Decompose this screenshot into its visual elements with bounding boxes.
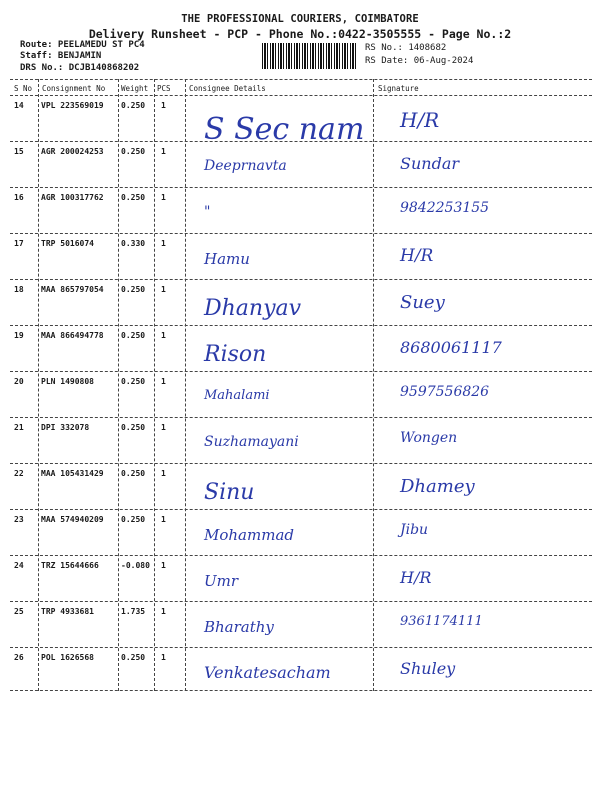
header-bottom-border [10,95,592,96]
row-weight: 0.250 [121,515,146,524]
staff-label: Staff: BENJAMIN [20,51,102,61]
consignee-handwriting: Mahalami [204,388,270,404]
row-pcs: 1 [161,423,166,432]
row-pcs: 1 [161,147,166,156]
signature-handwriting: Dhamey [400,475,475,497]
row-sno: 19 [14,331,24,340]
header-sno: S No [14,84,33,93]
row-weight: 0.250 [121,653,146,662]
row-weight: 0.250 [121,147,146,156]
row-consignment: MAA 865797054 [41,285,104,294]
signature-handwriting: Wongen [400,429,458,446]
row-weight: 0.250 [121,423,146,432]
row-consignment: AGR 200024253 [41,147,104,156]
row-consignment: PLN 1490808 [41,377,94,386]
row-sno: 21 [14,423,24,432]
row-consignment: VPL 223569019 [41,101,104,110]
row-pcs: 1 [161,469,166,478]
consignee-handwriting: " [204,204,211,221]
row-sno: 25 [14,607,24,616]
row-consignment: MAA 866494778 [41,331,104,340]
header-pcs: PCS [157,84,171,93]
row-sno: 18 [14,285,24,294]
row-sno: 22 [14,469,24,478]
signature-handwriting: 9361174111 [400,613,483,629]
row-pcs: 1 [161,239,166,248]
row-sno: 14 [14,101,24,110]
header-consignee: Consignee Details [189,84,266,93]
consignee-handwriting: Suzhamayani [204,434,299,451]
row-sno: 20 [14,377,24,386]
consignee-handwriting: Hamu [204,250,250,269]
row-sno: 26 [14,653,24,662]
row-consignment: TRP 5016074 [41,239,94,248]
signature-handwriting: Suey [400,291,445,313]
col-divider [154,79,155,691]
row-consignment: POL 1626568 [41,653,94,662]
row-weight: 0.250 [121,377,146,386]
row-pcs: 1 [161,331,166,340]
drs-number: DRS No.: DCJB140868202 [20,63,140,73]
consignee-handwriting: Venkatesacham [204,663,331,683]
consignee-handwriting: Deeprnavta [204,158,287,175]
row-sno: 15 [14,147,24,156]
consignee-handwriting: Umr [204,572,239,591]
row-weight: -0.080 [121,561,150,570]
table-row-divider [10,463,592,464]
consignee-handwriting: Bharathy [204,618,274,637]
consignee-handwriting: Dhanyav [204,296,302,322]
row-consignment: DPI 332078 [41,423,90,432]
row-weight: 0.330 [121,239,146,248]
header-consignment: Consignment No [42,84,106,93]
row-pcs: 1 [161,377,166,386]
signature-handwriting: 9842253155 [400,199,490,216]
row-consignment: TRP 4933681 [41,607,94,616]
row-pcs: 1 [161,101,166,110]
consignee-handwriting: Mohammad [204,526,294,545]
consignee-handwriting: S Sec nam [204,112,365,148]
row-weight: 1.735 [121,607,146,616]
table-row-divider [10,325,592,326]
row-consignment: AGR 100317762 [41,193,104,202]
table-row-divider [10,187,592,188]
col-divider [373,79,374,691]
col-divider [185,79,186,691]
row-consignment: TRZ 15644666 [41,561,99,570]
runsheet-subtitle: Delivery Runsheet - PCP - Phone No.:0422-3505555 - Page No.:2 [88,27,512,41]
table-row-divider [10,690,592,691]
barcode [262,43,358,69]
row-weight: 0.250 [121,193,146,202]
header-weight: Weight [121,84,149,93]
table-row-divider [10,601,592,602]
signature-handwriting: H/R [400,567,432,587]
company-title: THE PROFESSIONAL COURIERS, COIMBATORE [181,13,419,25]
signature-handwriting: Shuley [400,658,456,678]
row-sno: 17 [14,239,24,248]
row-sno: 23 [14,515,24,524]
row-pcs: 1 [161,653,166,662]
row-weight: 0.250 [121,469,146,478]
table-row-divider [10,279,592,280]
rs-date: RS Date: 06-Aug-2024 [365,56,474,66]
row-sno: 16 [14,193,24,202]
signature-handwriting: Sundar [400,153,459,173]
consignee-handwriting: Sinu [204,480,255,506]
header-signature: Signature [378,84,419,93]
signature-handwriting: Jibu [400,521,429,538]
table-row-divider [10,233,592,234]
col-divider [118,79,119,691]
signature-handwriting: 9597556826 [400,383,490,400]
table-row-divider [10,555,592,556]
route-label: Route: PEELAMEDU ST PC4 [20,40,145,50]
signature-handwriting: H/R [400,107,440,132]
row-consignment: MAA 105431429 [41,469,104,478]
row-weight: 0.250 [121,331,146,340]
table-row-divider [10,417,592,418]
row-consignment: MAA 574940209 [41,515,104,524]
table-row-divider [10,509,592,510]
row-pcs: 1 [161,607,166,616]
row-pcs: 1 [161,285,166,294]
row-weight: 0.250 [121,101,146,110]
table-top-border [10,79,592,80]
row-pcs: 1 [161,515,166,524]
row-weight: 0.250 [121,285,146,294]
row-pcs: 1 [161,561,166,570]
col-divider [38,79,39,691]
table-row-divider [10,371,592,372]
signature-handwriting: H/R [400,245,434,266]
row-sno: 24 [14,561,24,570]
table-row-divider [10,647,592,648]
signature-handwriting: 8680061117 [400,337,502,357]
consignee-handwriting: Rison [204,342,267,368]
row-pcs: 1 [161,193,166,202]
rs-number: RS No.: 1408682 [365,43,447,53]
